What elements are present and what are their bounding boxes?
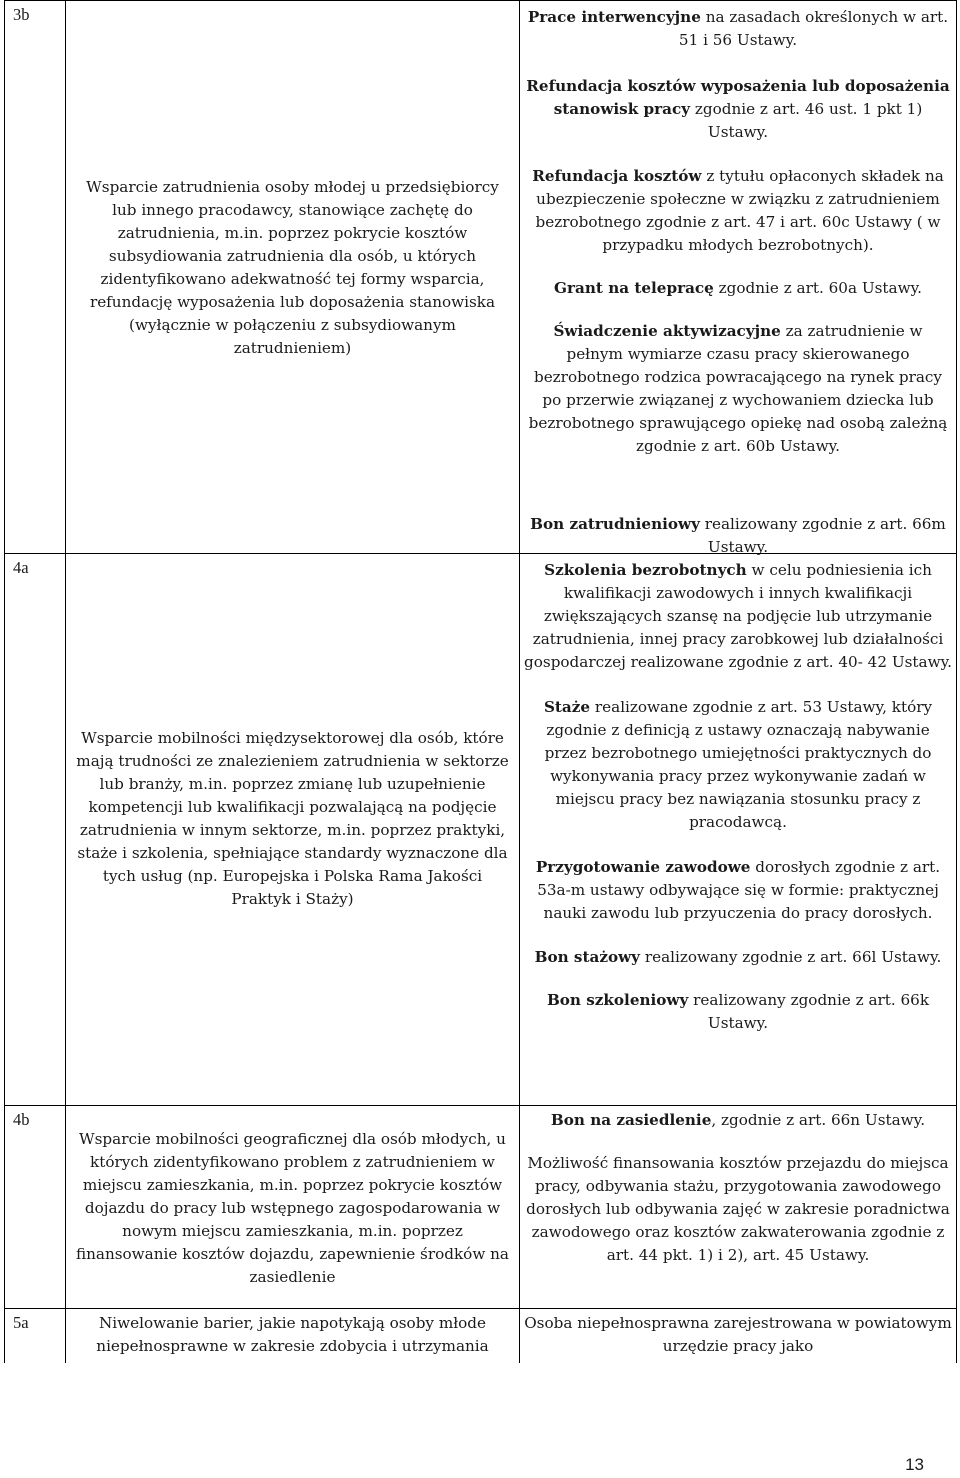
instruments-cell [520,515,957,1106]
instrument-item: Bon stażowy realizowany zgodnie z art. 66l Ustawy. [534,948,942,966]
table-row [5,1309,957,1363]
row-number: 3b [13,5,30,24]
instrument-item: Możliwość finansowania kosztów przejazdu do miejsca pracy, odbywania stażu, przygotowania zawodowego dorosłych lub odbywania zajęć w zakresie poradnictwa zawodowego oraz kosztów zakwaterowania zgodnie z art. 44 pkt. 1) i 2), art. 45 Ustawy. [526,1154,950,1264]
row-number: 4b [13,1110,30,1129]
row-number-cell [5,1,66,554]
instrument-item: Bon szkoleniowy realizowany zgodnie z art. 66k Ustawy. [546,991,930,1032]
row-number-cell [5,1309,66,1363]
table-row [5,1106,957,1309]
row-number: 4a [13,558,29,577]
row-number-cell [5,1106,66,1309]
table-row [5,554,957,1106]
measure-cell [66,1106,520,1309]
row-number: 5a [13,1313,29,1332]
instrument-item: Bon na zasiedlenie, zgodnie z art. 66n Ustawy. [550,1111,926,1129]
row-number-cell [5,554,66,1106]
instruments-cell [520,1309,957,1363]
instrument-item: Grant na telepracę zgodnie z art. 60a Ustawy. [554,279,922,297]
page-number: 13 [905,1455,924,1474]
measure-text: Wsparcie zatrudnienia osoby młodej u przedsiębiorcy lub innego pracodawcy, stanowiące zachętę do zatrudnienia, m.in. poprzez pokrycie kosztów subsydiowania zatrudnienia dla osób, u których zidentyfikowano adekwatność tej formy wsparcia, refundację wyposażenia lub doposażenia stanowiska (wyłącznie w połączeniu z subsydiowanym zatrudnieniem) [86,178,499,357]
instrument-item: Szkolenia bezrobotnych w celu podniesienia ich kwalifikacji zawodowych i innych kwalifikacji zwiększających szansę na podjęcie lub utrzymanie zatrudnienia, innej pracy zarobkowej lub działalności gospodarczej realizowane zgodnie z art. 40- 42 Ustawy. [524,561,952,671]
instrument-item: Bon zatrudnieniowy realizowany zgodnie z art. 66m Ustawy. [530,515,946,556]
instrument-item: Świadczenie aktywizacyjne za zatrudnienie w pełnym wymiarze czasu pracy skierowanego bezrobotnego rodzica powracającego na rynek pracy po przerwie związanej z wychowaniem dziecka lub bezrobotnego sprawującego opiekę nad osobą zależną zgodnie z art. 60b Ustawy. [528,322,948,455]
table-row [5,1,957,554]
instruments-cell [520,1106,957,1309]
measures-table [4,0,957,1363]
instrument-item: Staże realizowane zgodnie z art. 53 Ustawy, który zgodnie z definicją z ustawy oznaczają nabywanie przez bezrobotnego umiejętności praktycznych do wykonywania pracy przez wykonywanie zadań w miejscu pracy bez nawiązania stosunku pracy z pracodawcą. [543,698,933,831]
measure-text: Niwelowanie barier, jakie napotykają osoby młode niepełnosprawne w zakresie zdobycia i utrzymania [96,1314,489,1355]
instrument-item: Refundacja kosztów wyposażenia lub doposażenia stanowisk pracy zgodnie z art. 46 ust. 1 pkt 1) Ustawy. [526,77,950,141]
instrument-item: Prace interwencyjne na zasadach określonych w art. 51 i 56 Ustawy. [527,8,949,49]
measure-cell [66,1309,520,1363]
instrument-item: Refundacja kosztów z tytułu opłaconych składek na ubezpieczenie społeczne w związku z zatrudnieniem bezrobotnego zgodnie z art. 47 i art. 60c Ustawy ( w przypadku młodych bezrobotnych). [532,167,944,254]
measure-cell [66,1,520,554]
instrument-item: Osoba niepełnosprawna zarejestrowana w powiatowym urzędzie pracy jako [524,1314,952,1355]
measure-text: Wsparcie mobilności międzysektorowej dla osób, które mają trudności ze znalezieniem zatrudnienia w sektorze lub branży, m.in. poprzez zmianę lub uzupełnienie kompetencji lub kwalifikacji pozwalającą na podjęcie zatrudnienia w innym sektorze, m.in. poprzez praktyki, staże i szkolenia, spełniające standardy wyznaczone dla tych usług (np. Europejska i Polska Rama Jakości Praktyk i Staży) [76,729,509,908]
measure-text: Wsparcie mobilności geograficznej dla osób młodych, u których zidentyfikowano problem z zatrudnieniem w miejscu zamieszkania, m.in. poprzez pokrycie kosztów dojazdu do pracy lub wstępnego zagospodarowania w nowym miejscu zamieszkania, m.in. poprzez finansowanie kosztów dojazdu, zapewnienie środków na zasiedlenie [76,1130,509,1286]
measure-cell [66,554,520,1106]
instrument-item: Przygotowanie zawodowe dorosłych zgodnie z art. 53a-m ustawy odbywające się w formie: praktycznej nauki zawodu lub przyuczenia do pracy dorosłych. [535,858,941,922]
instruments-cell [520,1,957,554]
